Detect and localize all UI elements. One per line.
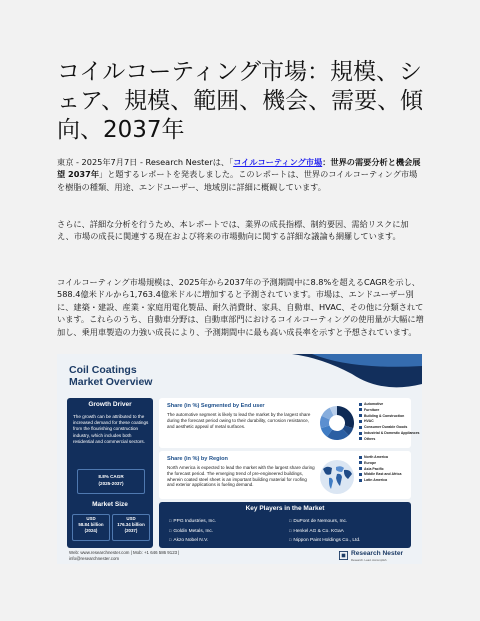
key-player-item: □ PPG Industries, Inc. [169, 517, 287, 527]
legend-item: Asia Pacific [359, 467, 411, 473]
market-size-2024: USD 58.84 billion (2024) [72, 514, 110, 541]
footer-web: Web: www.researchnester.com | Mob: +1 646 586 9123 | [69, 550, 180, 555]
key-players-left-list [169, 517, 287, 546]
market-size-paragraph: コイルコーティング市場規模は、2025年から2037年の予測期間中に8.8%を超えるCAGRを示し、588.4億米ドルから1,763.4億米ドルに増加すると予測されています。市場は、エンドユーザー別に、建築・建設、産業・家庭用電化製品、耐久消費財、家具、自動車、HVAC、その他に分類されています。これらのうち、自動車分野は、自動車部門におけるコイルコーティングの使用量が大幅に増加し、乗用車製造の力強い成長により、予測期間中に最も高い成長率を示すと予想されています。 [57, 277, 424, 337]
market-size-heading: Market Size [92, 501, 128, 508]
logo-mark-icon [339, 551, 348, 560]
legend-item: Others [359, 437, 411, 443]
key-player-item: □ DuPont de Nemours, Inc. [289, 517, 407, 527]
legend-item: Industrial & Domestic Appliances [359, 431, 411, 437]
page-title: コイルコーティング市場：規模、シェア、規模、範囲、機会、需要、傾向、2037年 [57, 59, 424, 143]
legend-item: Consumer Durable Goods [359, 425, 411, 431]
world-map-graphic [317, 459, 357, 495]
growth-driver-heading: Growth Driver [88, 401, 132, 408]
donut-slice [337, 406, 354, 428]
segment-legend [359, 402, 420, 443]
region-card [159, 451, 411, 499]
segment-text: The automotive segment is likely to lead the market by the largest share during the forecast period owing to their durability, corrosion resistance, and aesthetic appeal of metal surfaces. [167, 412, 311, 429]
region-legend [359, 455, 411, 484]
legend-item: Middle East and Africa [359, 472, 411, 478]
key-players-heading: Key Players in the Market [245, 505, 325, 512]
key-players-panel [159, 502, 411, 548]
legend-item: Furniture [359, 408, 411, 414]
market-overview-infographic [57, 354, 422, 564]
key-players-right-list [289, 517, 407, 546]
cagr-badge: 8.8% CAGR (2025-2037) [77, 469, 145, 494]
legend-item: HVAC [359, 419, 411, 425]
key-player-item: □ Akzo Nobel N.V. [169, 536, 287, 546]
segment-heading: Share (in %) Segmented by End user [167, 403, 265, 409]
end-user-donut-chart [317, 403, 357, 443]
legend-item: Latin America [359, 478, 411, 484]
analysis-paragraph: さらに、詳細な分析を行うため、本レポートでは、業界の成長指標、制約要因、需給リスクに加え、市場の成長に関連する現在および将来の市場動向に関する詳細な議論も網羅しています。 [57, 219, 409, 242]
intro-paragraph: 東京 - 2025年7月7日 - Research Nesterは、「コイルコーティング市場：世界の需要分析と機会展望 2037年」と題するレポートを発表しました。このレポートは、世界のコイルコーティング市場を樹脂の種類、用途、エンドユーザー、地域別に詳細に概観しています。 [57, 157, 421, 192]
legend-item: Building & Construction [359, 414, 411, 420]
key-player-item: □ Nippon Paint Holdings Co., Ltd. [289, 536, 407, 546]
key-player-item: □ Henkel AG & Co. KGaA [289, 527, 407, 537]
legend-item: North America [359, 455, 411, 461]
decorative-wave-graphic [292, 354, 422, 394]
footer-email: info@researchnester.com [69, 556, 120, 561]
region-text: North America is expected to lead the market with the largest share during the forecast period. The emerging trend of pre-engineered buildings, wherein coated steel sheet is an important building material for roofing and exterior applications is fueling demand. [167, 465, 315, 488]
key-player-item: □ Goldin Metals, Inc. [169, 527, 287, 537]
growth-driver-text: The growth can be attributed to the increased demand for these coatings from the flourishing construction industry, which includes both residential and commercial sectors. [73, 414, 149, 444]
market-size-2037: USD 176.34 billion (2037) [112, 514, 150, 541]
infographic-footer [69, 550, 179, 562]
region-heading: Share (in %) by Region [167, 456, 228, 462]
report-link[interactable]: コイルコーティング市場 [233, 157, 323, 167]
research-nester-logo: Research Nester Research. Lead. Accomplish [339, 550, 411, 562]
end-user-segment-card [159, 398, 420, 448]
infographic-title: Coil Coatings Market Overview [69, 364, 153, 388]
growth-driver-panel [67, 398, 153, 548]
legend-item: Europe [359, 461, 411, 467]
legend-item: Automotive [359, 402, 411, 408]
